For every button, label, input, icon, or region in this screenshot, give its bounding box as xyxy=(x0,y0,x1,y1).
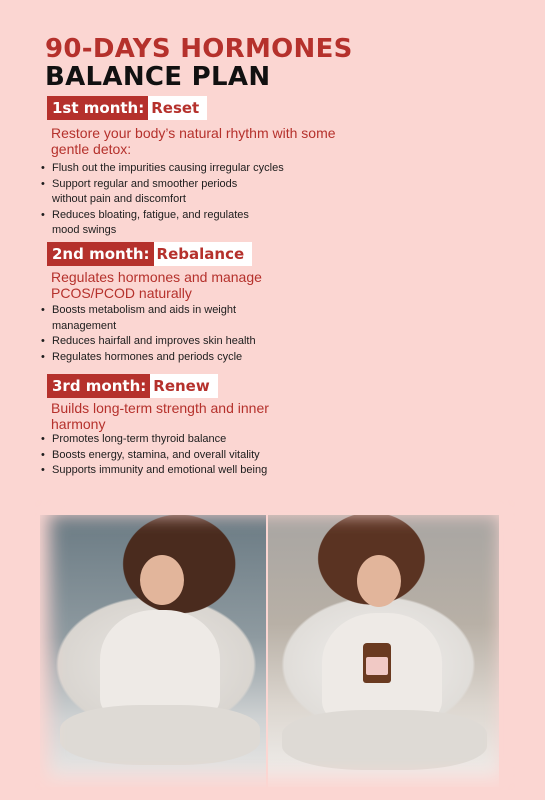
woman-in-pain-photo xyxy=(40,515,272,787)
month-2-bullet: • Regulates hormones and periods cycle xyxy=(39,350,339,366)
month-3-bullets xyxy=(39,432,339,479)
supplement-bottle xyxy=(363,643,391,683)
title-line-2: BALANCE PLAN xyxy=(45,62,271,92)
month-3-bullet: • Promotes long-term thyroid balance xyxy=(39,432,339,448)
month-2-bullet: • Reduces hairfall and improves skin health xyxy=(39,334,339,350)
photo-legs xyxy=(282,710,487,770)
photo-legs xyxy=(60,705,260,765)
month-2-number: 2nd month: xyxy=(47,242,154,266)
month-1-name: Reset xyxy=(148,96,207,120)
month-3-subheading: Builds long-term strength and inner harmony xyxy=(51,400,269,432)
month-3-label xyxy=(47,374,218,398)
month-3-number: 3rd month: xyxy=(47,374,150,398)
month-2-bullet: • Boosts metabolism and aids in weight management xyxy=(39,303,269,334)
before-after-photos xyxy=(35,500,515,790)
month-1-bullet: • Reduces bloating, fatigue, and regulates mood swings xyxy=(39,208,279,239)
month-1-bullets xyxy=(39,161,339,239)
month-1-bullet: • Flush out the impurities causing irregular cycles xyxy=(39,161,339,177)
month-2-bullets xyxy=(39,303,339,365)
month-3-bullet: • Boosts energy, stamina, and overall vitality xyxy=(39,448,339,464)
photo-head xyxy=(140,555,184,605)
month-1-subheading: Restore your body’s natural rhythm with some gentle detox: xyxy=(51,125,336,157)
title-line-1: 90-DAYS HORMONES xyxy=(45,34,353,64)
photo-head xyxy=(357,555,401,607)
month-3-bullet: • Supports immunity and emotional well being xyxy=(39,463,339,479)
month-1-bullet: • Support regular and smoother periods without pain and discomfort xyxy=(39,177,269,208)
photo-divider xyxy=(266,515,268,787)
month-2-subheading: Regulates hormones and manage PCOS/PCOD naturally xyxy=(51,269,262,301)
month-3-name: Renew xyxy=(150,374,217,398)
month-2-label xyxy=(47,242,252,266)
month-2-name: Rebalance xyxy=(154,242,253,266)
month-1-label xyxy=(47,96,207,120)
photo-torso xyxy=(100,610,220,720)
month-1-number: 1st month: xyxy=(47,96,148,120)
woman-smiling-photo xyxy=(267,515,499,787)
